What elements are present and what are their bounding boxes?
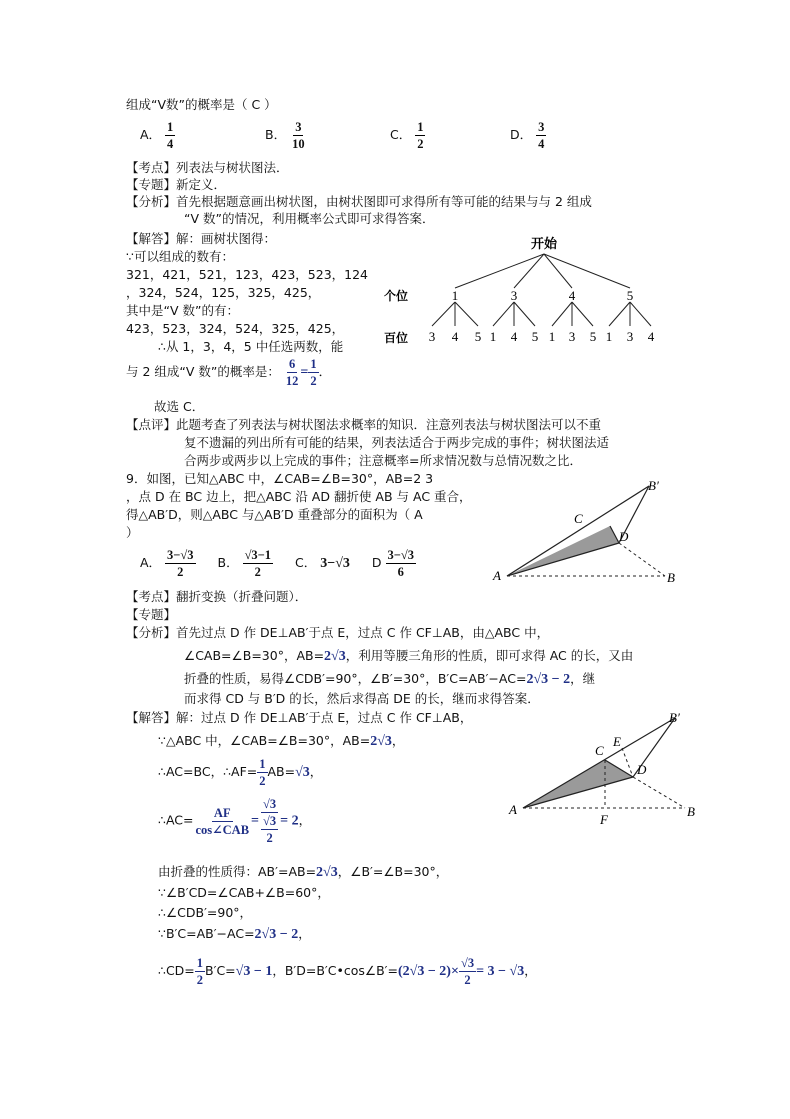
option-label: A．	[140, 127, 162, 142]
q8-vshu-list: 423，523，324，524，325，425，	[126, 321, 345, 336]
q9-angle-line2: ∴∠CDB′=90°，	[158, 905, 253, 920]
option-a-fraction: $\frac{3-√3}{2}$	[167, 548, 194, 579]
q9-stem-line2: ，点 D 在 BC 边上，把△ABC 沿 AD 翻折使 AB 与 AC 重合，	[126, 489, 472, 504]
tree-root: 开始	[530, 236, 558, 251]
overlap-shaded-region	[507, 526, 619, 576]
tree-node: 3	[510, 288, 518, 303]
tree-diagram	[380, 232, 670, 350]
option-fraction: $\frac{3}{4}$	[538, 120, 545, 151]
option-label: D．	[510, 127, 533, 142]
label-b-prime: B′	[669, 710, 680, 725]
tree-leaf: 1	[548, 329, 556, 344]
tree-label-bai: 百位	[384, 331, 409, 345]
tree-leaf: 1	[605, 329, 613, 344]
q9-jieda-line3: ∴AC=BC，∴AF= $\frac{1}{2}$ AB=√3，	[158, 757, 323, 788]
label-c: C	[595, 743, 604, 758]
q9-angle-line1: ∵∠B′CD=∠CAB+∠B=60°，	[158, 885, 330, 900]
q8-dianping-line2: 复不遗漏的列出所有可能的结果，列表法适合于两步完成的事件；树状图法适	[184, 435, 610, 450]
q8-numbers-line2: ，324，524，125，325，425，	[126, 285, 321, 300]
q8-option-b	[265, 119, 307, 152]
cd-half-fraction: $\frac{1}{2}$	[196, 956, 204, 987]
label-d: D	[619, 529, 629, 544]
tree-leaf: 3	[568, 329, 576, 344]
tree-leaf: 3	[626, 329, 634, 344]
label-b-prime: B′	[648, 478, 659, 493]
q8-kaodian: 【考点】列表法与树状图法．	[126, 160, 289, 175]
option-b-fraction: $\frac{√3-1}{2}$	[244, 548, 272, 579]
q9-figure	[485, 472, 695, 590]
label-a: A	[493, 568, 501, 583]
q8-jieda-line2: ∵可以组成的数有：	[126, 249, 234, 264]
tree-leaf: 3	[428, 329, 436, 344]
probability-fraction-a: $\frac{6}{12}$	[285, 357, 299, 388]
option-fraction: $\frac{1}{4}$	[167, 120, 174, 151]
q8-dianping-line3: 合两步或两步以上完成的事件；注意概率=所求情况数与总情况数之比．	[184, 453, 582, 468]
option-fraction: $\frac{3}{10}$	[292, 120, 305, 151]
q9-fenxi-line2: ∠CAB=∠B=30°，AB=2√3，利用等腰三角形的性质，即可求得 AC 的长，又由	[184, 648, 634, 664]
q8-option-d	[510, 119, 546, 152]
option-c-value: 3−√3	[320, 556, 350, 571]
tree-leaf: 5	[531, 329, 539, 344]
tree-leaf: 4	[647, 329, 655, 344]
q8-conclude-line1: ∴从 1，3，4，5 中任选两数，能	[158, 339, 344, 354]
tree-node: 1	[451, 288, 459, 303]
option-label: C．	[390, 127, 412, 142]
cos-fraction: $\frac{√3}{2}$	[460, 956, 475, 987]
tree-label-ge: 个位	[384, 289, 409, 303]
half-fraction: $\frac{1}{2}$	[259, 757, 266, 788]
q8-dianping-line1: 【点评】此题考查了列表法与树状图法求概率的知识．注意列表法与树状图法可以不重	[126, 417, 602, 432]
q9-stem-line4: ）	[126, 525, 139, 540]
tree-leaf: 4	[451, 329, 459, 344]
q8-conclude-line2: 与 2 组成“V 数”的概率是： $\frac{6}{12}$ = $\frac{1}{2}$ ．	[126, 357, 332, 388]
q9-jieda-line2: ∵△ABC 中，∠CAB=∠B=30°，AB=2√3，	[158, 733, 405, 749]
label-d: D	[637, 762, 647, 777]
q9-fenxi-line3: 折叠的性质，易得∠CDB′=90°，∠B′=30°，B′C=AB′−AC=2√3 − 2，继	[184, 671, 596, 687]
q9-fenxi-line1: 【分析】首先过点 D 作 DE⊥AB′于点 E，过点 C 作 CF⊥AB，由△ABC 中，	[126, 625, 550, 640]
q9-fenxi-line4: 而求得 CD 与 B′D 的长，然后求得高 DE 的长，继而求得答案．	[184, 691, 540, 706]
tree-leaf: 1	[489, 329, 497, 344]
q9-jieda-line4: ∴AC= $\frac{AF}{\text{cos∠CAB}}$ = $\frac{√3}{\frac{√3}{2}}$ = 2，	[158, 797, 312, 845]
option-d-fraction: $\frac{3-√3}{6}$	[387, 548, 414, 579]
q9-solution-figure	[505, 708, 705, 830]
q8-jieda-line1: 【解答】解：画树状图得：	[126, 231, 277, 246]
q8-fenxi-line1: 【分析】首先根据题意画出树状图，由树状图即可求得所有等可能的结果与与 2 组成	[126, 194, 592, 209]
ac-fraction: $\frac{AF}{\text{cos∠CAB}}$	[195, 805, 250, 837]
nested-fraction: $\frac{√3}{\frac{√3}{2}}$	[263, 797, 277, 845]
q8-fenxi-line2: “V 数”的情况，利用概率公式即可求得答案．	[184, 211, 435, 226]
tree-leaf: 4	[510, 329, 518, 344]
q8-vshu-label: 其中是“V 数”的有：	[126, 303, 239, 318]
q9-kaodian: 【考点】翻折变换（折叠问题）．	[126, 589, 308, 604]
label-f: F	[600, 812, 608, 827]
label-b: B	[687, 804, 695, 819]
q9-options: A． $\frac{3-√3}{2}$ B． $\frac{√3-1}{2}$ C． 3−√3 D $\frac{3-√3}{6}$	[140, 548, 414, 579]
q9-stem-line3: 得△AB′D，则△ABC 与△AB′D 重叠部分的面积为（ A	[126, 507, 423, 522]
q9-zhuanti: 【专题】	[126, 607, 177, 622]
q9-jieda-line1: 【解答】解：过点 D 作 DE⊥AB′于点 E，过点 C 作 CF⊥AB，	[126, 710, 473, 725]
q8-zhuanti: 【专题】新定义．	[126, 177, 227, 192]
tree-leaf: 5	[589, 329, 597, 344]
q8-stem: 组成“V数”的概率是（ C ）	[126, 97, 277, 112]
q8-choose: 故选 C．	[154, 399, 205, 414]
q9-fold-line: 由折叠的性质得：AB′=AB=2√3，∠B′=∠B=30°，	[158, 864, 449, 880]
label-a: A	[509, 802, 517, 817]
option-fraction: $\frac{1}{2}$	[417, 120, 424, 151]
probability-fraction-b: $\frac{1}{2}$	[310, 357, 317, 388]
q9-cd-line: ∴CD= $\frac{1}{2}$ B′C=√3 − 1，B′D=B′C•cos∠B′=(2√3 − 2)× $\frac{√3}{2}$ = 3 − √3，	[158, 956, 537, 987]
option-label: B．	[265, 127, 287, 142]
q8-numbers-line1: 321，421，521，123，423，523，124	[126, 267, 369, 282]
label-c: C	[574, 511, 583, 526]
label-b: B	[667, 570, 675, 585]
label-e: E	[613, 734, 621, 749]
q9-stem-line1: 9．如图，已知△ABC 中，∠CAB=∠B=30°，AB=2 3	[126, 471, 434, 486]
tree-node: 5	[626, 288, 634, 303]
q8-option-a	[140, 119, 175, 152]
q8-option-c	[390, 119, 425, 152]
q9-bc-line: ∵B′C=AB′−AC=2√3 − 2，	[158, 926, 311, 942]
tree-node: 4	[568, 288, 576, 303]
tree-leaf: 5	[474, 329, 482, 344]
